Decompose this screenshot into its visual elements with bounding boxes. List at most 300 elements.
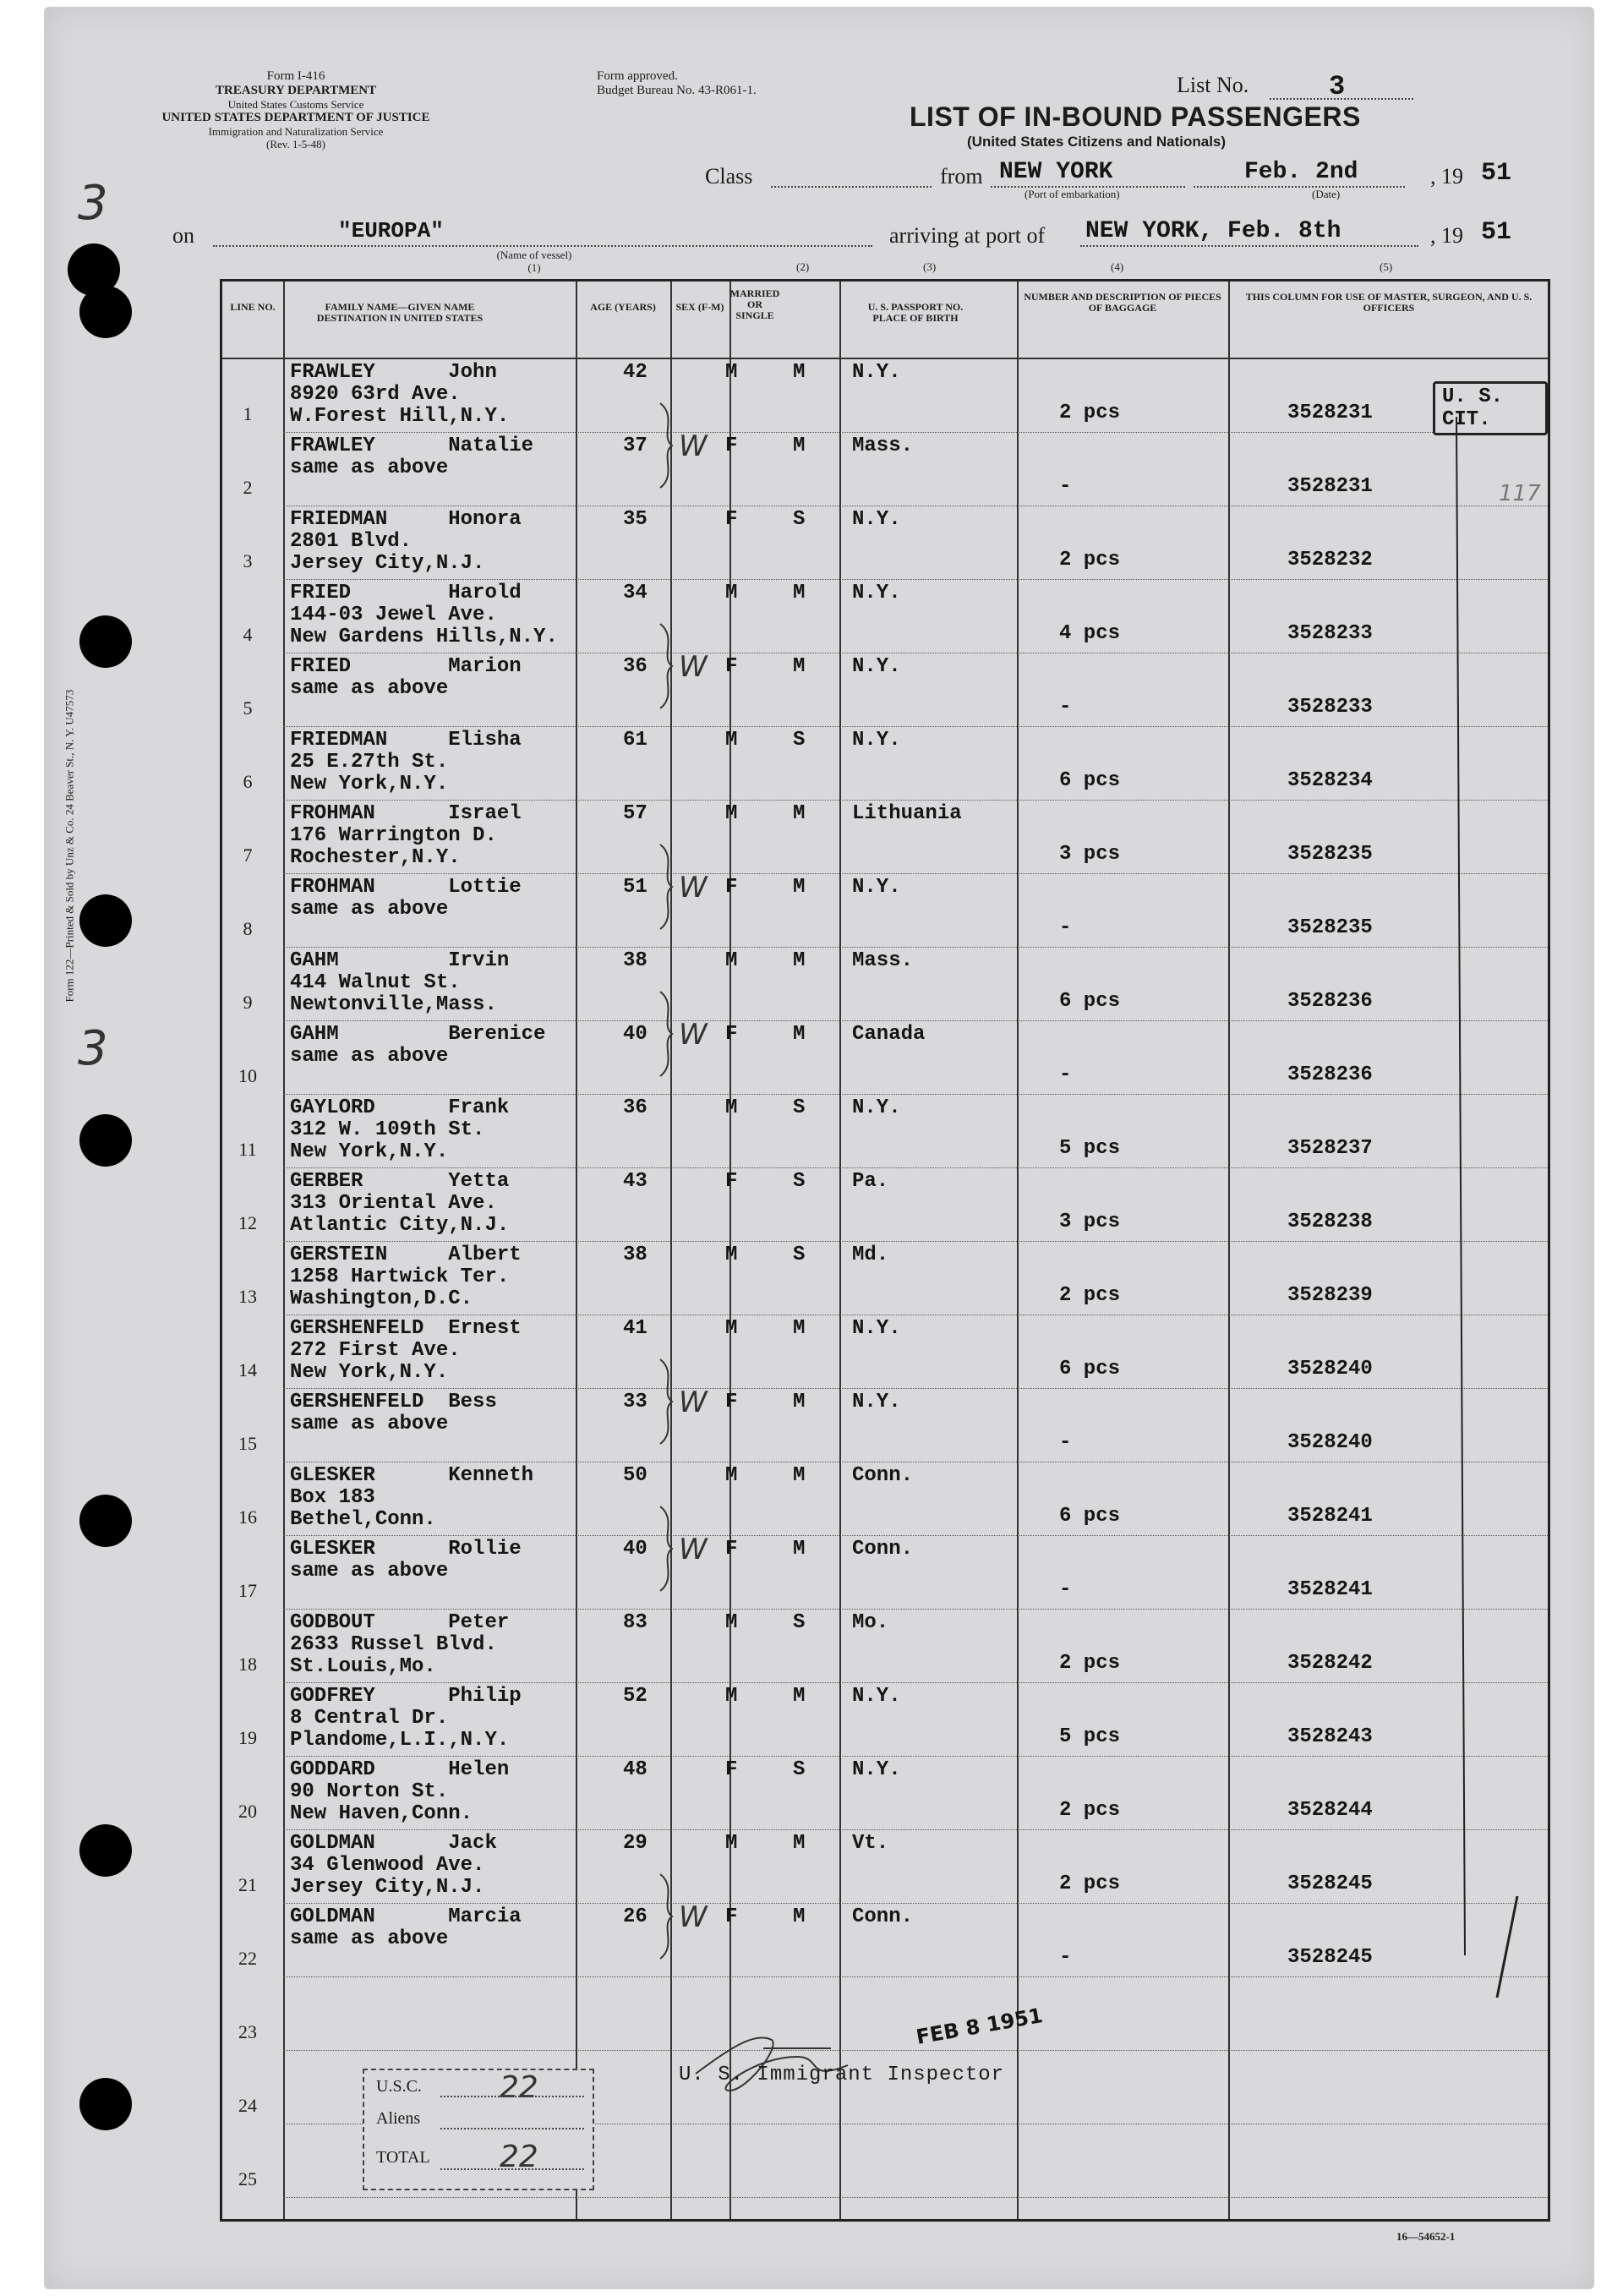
passport-number: 3528241 (1287, 1505, 1373, 1528)
address-line-1: 2633 Russel Blvd. (290, 1633, 497, 1656)
line-number: 17 (238, 1580, 257, 1601)
sex: M (725, 949, 738, 972)
passport-number: 3528242 (1287, 1652, 1373, 1675)
sex: M (725, 1096, 738, 1119)
sex: F (725, 1905, 738, 1928)
passport-number: 3528240 (1287, 1431, 1373, 1454)
form-block-left (144, 69, 448, 150)
marital-status: M (793, 655, 806, 678)
place-of-birth: N.Y. (852, 1685, 901, 1708)
age: 41 (623, 1317, 648, 1340)
address-line-2: New York,N.Y. (290, 773, 449, 795)
on-label: on (172, 223, 194, 248)
baggage: - (1059, 1431, 1072, 1454)
address-line-1: 313 Oriental Ave. (290, 1192, 497, 1215)
marital-status: S (793, 1170, 806, 1193)
line-number: 7 (243, 845, 253, 866)
address-line-2: St.Louis,Mo. (290, 1655, 436, 1678)
passport-number: 3528233 (1287, 696, 1373, 719)
sex: M (725, 1611, 738, 1634)
passport-number: 3528245 (1287, 1946, 1373, 1969)
passenger-name: FRAWLEY Natalie (290, 435, 534, 457)
line-number: 24 (238, 2095, 257, 2116)
age: 37 (623, 435, 648, 457)
wife-mark: W (679, 1533, 708, 1566)
line-number: 5 (243, 697, 253, 719)
binder-hole (79, 1114, 132, 1167)
table-row (222, 727, 1548, 801)
address-line-2: Washington,D.C. (290, 1287, 473, 1310)
passport-number: 3528231 (1287, 475, 1373, 498)
from-value: NEW YORK (999, 159, 1113, 185)
table-row (222, 359, 1548, 433)
inspector-date-stamp: FEB 8 1951 (914, 2004, 1045, 2049)
address-line-2: W.Forest Hill,N.Y. (290, 405, 510, 428)
passport-number: 3528238 (1287, 1211, 1373, 1233)
page-title: LIST OF IN-BOUND PASSENGERS (910, 101, 1361, 132)
place-of-birth: Lithuania (852, 802, 962, 825)
totals-box (363, 2069, 594, 2190)
address-line-1: 312 W. 109th St. (290, 1118, 485, 1141)
margin-mark-mid: 3 (78, 1021, 108, 1076)
table-row (222, 1242, 1548, 1315)
marital-status: M (793, 1023, 806, 1046)
age: 50 (623, 1464, 648, 1487)
passenger-name: GAYLORD Frank (290, 1096, 510, 1119)
us-cit-stamp-text: U. S. CIT. (1442, 385, 1504, 431)
line-number: 6 (243, 771, 253, 792)
list-no-label: List No. (1177, 73, 1249, 97)
table-row (222, 948, 1548, 1021)
line-number: 12 (238, 1212, 257, 1233)
marital-status: S (793, 729, 806, 752)
marital-status: M (793, 1905, 806, 1928)
table-row (222, 1683, 1548, 1757)
sex: M (725, 729, 738, 752)
line-number: 11 (238, 1139, 257, 1160)
place-of-birth: N.Y. (852, 1391, 901, 1413)
year-value: 51 (1481, 159, 1512, 188)
passenger-name: FRAWLEY John (290, 361, 497, 384)
sex: M (725, 802, 738, 825)
table-body (222, 359, 1548, 2219)
baggage: - (1059, 916, 1072, 939)
place-of-birth: N.Y. (852, 876, 901, 899)
usc-value: 22 (500, 2070, 538, 2105)
arriving-line (1080, 245, 1418, 247)
table-row (222, 1830, 1548, 1904)
table-row (222, 1757, 1548, 1830)
address-line-2: New Haven,Conn. (290, 1802, 473, 1825)
address-line-1: 8 Central Dr. (290, 1707, 449, 1730)
sex: F (725, 1170, 738, 1193)
age: 83 (623, 1611, 648, 1634)
sex: M (725, 1685, 738, 1708)
marital-status: M (793, 1538, 806, 1561)
age: 33 (623, 1391, 648, 1413)
treasury-dept: TREASURY DEPARTMENT (215, 84, 377, 97)
total-label: TOTAL (376, 2148, 430, 2167)
marital-status: M (793, 435, 806, 457)
side-printer-imprint: Form 122—Printed & Sold by Unz & Co. 24 Beaver St., N. Y. U47573 (63, 689, 76, 1003)
baggage: 6 pcs (1059, 769, 1121, 792)
baggage: - (1059, 475, 1072, 498)
table-row (222, 1095, 1548, 1168)
binder-hole (79, 1824, 132, 1877)
address-line-2: Jersey City,N.J. (290, 552, 485, 575)
form-approved-line: Form approved. (597, 69, 678, 83)
col-num-5: (5) (1380, 260, 1393, 273)
baggage: 5 pcs (1059, 1137, 1121, 1160)
passport-number: 3528235 (1287, 843, 1373, 866)
age: 29 (623, 1832, 648, 1855)
line-number: 3 (243, 550, 253, 571)
place-of-birth: N.Y. (852, 582, 901, 604)
marital-status: M (793, 582, 806, 604)
age: 36 (623, 1096, 648, 1119)
address-line-1: same as above (290, 1927, 449, 1950)
passport-number: 3528233 (1287, 622, 1373, 645)
vessel-line (213, 245, 872, 247)
binder-hole (79, 894, 132, 947)
passport-number: 3528235 (1287, 916, 1373, 939)
ins-service: Immigration and Naturalization Service (208, 125, 384, 138)
passenger-name: FRIED Harold (290, 582, 522, 604)
passenger-name: GERSHENFELD Ernest (290, 1317, 522, 1340)
line-number: 22 (238, 1948, 257, 1969)
passport-number: 3528245 (1287, 1872, 1373, 1895)
age: 40 (623, 1023, 648, 1046)
wife-mark: W (679, 1900, 708, 1934)
passenger-table (220, 279, 1550, 2222)
table-row (222, 874, 1548, 948)
sex: M (725, 1464, 738, 1487)
date-value: Feb. 2nd (1244, 159, 1358, 185)
address-line-1: 1258 Hartwick Ter. (290, 1266, 510, 1288)
address-line-1: 34 Glenwood Ave. (290, 1854, 485, 1877)
sex: M (725, 1832, 738, 1855)
age: 40 (623, 1538, 648, 1561)
place-of-birth: N.Y. (852, 655, 901, 678)
address-line-2: Rochester,N.Y. (290, 846, 461, 869)
address-line-1: 176 Warrington D. (290, 824, 497, 847)
line-number: 15 (238, 1433, 257, 1454)
place-of-birth: Mo. (852, 1611, 889, 1634)
marital-status: M (793, 876, 806, 899)
place-of-birth: Mass. (852, 949, 914, 972)
baggage: 2 pcs (1059, 1284, 1121, 1307)
arriving-year-prefix-text: 19 (1441, 223, 1463, 248)
col-header-officers: THIS COLUMN FOR USE OF MASTER, SURGEON, AND U. S. OFFICERS (1245, 291, 1533, 314)
table-row (222, 653, 1548, 727)
place-of-birth: N.Y. (852, 1096, 901, 1119)
address-line-1: same as above (290, 1560, 449, 1583)
marital-status: S (793, 1096, 806, 1119)
marital-status: M (793, 1832, 806, 1855)
col-header-passport: U. S. PASSPORT NO. PLACE OF BIRTH (867, 301, 964, 324)
line-number: 9 (243, 992, 253, 1013)
address-line-2: Atlantic City,N.J. (290, 1214, 510, 1237)
age: 52 (623, 1685, 648, 1708)
age: 48 (623, 1758, 648, 1781)
binder-hole (79, 615, 132, 668)
from-label: from (940, 164, 983, 189)
passenger-name: GERSHENFELD Bess (290, 1391, 497, 1413)
marital-status: S (793, 1758, 806, 1781)
passenger-name: GAHM Irvin (290, 949, 510, 972)
table-row (222, 1904, 1548, 1977)
baggage: - (1059, 696, 1072, 719)
baggage: 6 pcs (1059, 990, 1121, 1013)
line-number: 8 (243, 918, 253, 939)
address-line-2: Plandome,L.I.,N.Y. (290, 1729, 510, 1752)
line-number: 13 (238, 1286, 257, 1307)
passport-number: 3528239 (1287, 1284, 1373, 1307)
passport-number: 3528231 (1287, 402, 1373, 424)
col-header-married: MARRIED OR SINGLE (729, 287, 780, 321)
line-number: 20 (238, 1801, 257, 1822)
line-number: 4 (243, 624, 253, 645)
table-row (222, 1315, 1548, 1389)
baggage: 2 pcs (1059, 549, 1121, 571)
place-of-birth: Conn. (852, 1538, 914, 1561)
age: 57 (623, 802, 648, 825)
table-row (222, 1021, 1548, 1095)
margin-mark-top: 3 (78, 176, 108, 231)
arriving-year-prefix: , 19 (1430, 223, 1463, 248)
wife-mark: W (679, 1386, 708, 1419)
baggage: 4 pcs (1059, 622, 1121, 645)
footer-code: 16—54652-1 (1396, 2230, 1456, 2243)
class-label: Class (705, 164, 753, 189)
address-line-1: same as above (290, 1413, 449, 1435)
place-of-birth: N.Y. (852, 361, 901, 384)
address-line-2: New Gardens Hills,N.Y. (290, 626, 558, 648)
baggage: 3 pcs (1059, 843, 1121, 866)
address-line-2: Newtonville,Mass. (290, 993, 497, 1016)
table-row (222, 433, 1548, 506)
table-row (222, 1536, 1548, 1610)
address-line-2: Bethel,Conn. (290, 1508, 436, 1531)
vessel-caption-num: (1) (527, 261, 541, 274)
col-header-sex: SEX (F-M) (675, 301, 724, 313)
baggage: - (1059, 1946, 1072, 1969)
table-row (222, 1168, 1548, 1242)
age: 38 (623, 949, 648, 972)
pen-stroke-line (1440, 408, 1533, 2014)
baggage: - (1059, 1578, 1072, 1601)
line-number: 23 (238, 2021, 257, 2042)
sex: F (725, 1758, 738, 1781)
address-line-1: 144-03 Jewel Ave. (290, 604, 497, 626)
line-number: 1 (243, 403, 253, 424)
address-line-1: 25 E.27th St. (290, 751, 449, 774)
passenger-name: GODBOUT Peter (290, 1611, 510, 1634)
place-of-birth: Canada (852, 1023, 926, 1046)
address-line-1: same as above (290, 677, 449, 700)
passenger-name: FRIEDMAN Honora (290, 508, 522, 531)
class-line (771, 186, 932, 188)
passenger-name: GOLDMAN Jack (290, 1832, 497, 1855)
margin-annotation: 117 (1499, 481, 1541, 506)
passport-number: 3528232 (1287, 549, 1373, 571)
vessel-caption (467, 249, 602, 274)
marital-status: M (793, 1391, 806, 1413)
table-row (222, 506, 1548, 580)
passenger-name: FROHMAN Lottie (290, 876, 522, 899)
inspector-label: U. S. Immigrant Inspector (679, 2064, 1005, 2086)
place-of-birth: Vt. (852, 1832, 889, 1855)
passport-number: 3528241 (1287, 1578, 1373, 1601)
date-caption: (Date) (1312, 188, 1341, 200)
place-of-birth: N.Y. (852, 1317, 901, 1340)
line-number: 25 (238, 2168, 257, 2189)
sex: F (725, 1023, 738, 1046)
usc-label: U.S.C. (376, 2077, 422, 2096)
wife-mark: W (679, 429, 708, 463)
col-header-age: AGE (YEARS) (590, 301, 656, 313)
passenger-name: FRIED Marion (290, 655, 522, 678)
address-line-2: Jersey City,N.J. (290, 1876, 485, 1899)
aliens-label: Aliens (376, 2109, 421, 2128)
table-row (222, 801, 1548, 874)
age: 61 (623, 729, 648, 752)
place-of-birth: Pa. (852, 1170, 889, 1193)
address-line-2: New York,N.Y. (290, 1361, 449, 1384)
marital-status: S (793, 508, 806, 531)
address-line-1: same as above (290, 898, 449, 921)
document-page (44, 7, 1594, 2289)
marital-status: M (793, 802, 806, 825)
baggage: 2 pcs (1059, 402, 1121, 424)
marital-status: S (793, 1611, 806, 1634)
col-header-line-no: LINE NO. (230, 301, 276, 313)
form-approved (597, 69, 850, 98)
age: 43 (623, 1170, 648, 1193)
line-number: 2 (243, 477, 253, 498)
line-number: 18 (238, 1654, 257, 1675)
baggage: 2 pcs (1059, 1872, 1121, 1895)
customs-service: United States Customs Service (227, 98, 364, 111)
marital-status: M (793, 1464, 806, 1487)
age: 51 (623, 876, 648, 899)
usc-line (440, 2096, 584, 2097)
wife-mark: W (679, 871, 708, 905)
age: 34 (623, 582, 648, 604)
binder-hole (79, 1495, 132, 1547)
address-line-1: same as above (290, 456, 449, 479)
address-line-1: 8920 63rd Ave. (290, 383, 461, 406)
address-line-1: Box 183 (290, 1486, 375, 1509)
baggage: 3 pcs (1059, 1211, 1121, 1233)
line-number: 10 (238, 1065, 257, 1086)
list-no-value: 3 (1329, 71, 1346, 102)
marital-status: M (793, 1317, 806, 1340)
baggage: 6 pcs (1059, 1358, 1121, 1380)
baggage: 5 pcs (1059, 1725, 1121, 1748)
passenger-name: FRIEDMAN Elisha (290, 729, 522, 752)
aliens-line (440, 2128, 584, 2129)
row-rule (283, 2197, 1548, 2198)
marital-status: M (793, 949, 806, 972)
line-number: 14 (238, 1359, 257, 1380)
arriving-year-value: 51 (1481, 218, 1512, 247)
col-header-name: FAMILY NAME—GIVEN NAME DESTINATION IN UNITED STATES (316, 301, 484, 324)
marital-status: S (793, 1244, 806, 1266)
address-line-1: 414 Walnut St. (290, 971, 461, 994)
place-of-birth: N.Y. (852, 508, 901, 531)
vessel-value: "EUROPA" (338, 218, 444, 243)
passenger-name: GODDARD Helen (290, 1758, 510, 1781)
sex: M (725, 1317, 738, 1340)
place-of-birth: Md. (852, 1244, 889, 1266)
wife-mark: W (679, 1018, 708, 1052)
age: 38 (623, 1244, 648, 1266)
total-line (440, 2168, 584, 2170)
vessel-caption-text: (Name of vessel) (496, 249, 572, 261)
age: 42 (623, 361, 648, 384)
line-number: 21 (238, 1874, 257, 1895)
sex: F (725, 876, 738, 899)
baggage: - (1059, 1063, 1072, 1086)
passenger-name: GODFREY Philip (290, 1685, 522, 1708)
col-header-baggage: NUMBER AND DESCRIPTION OF PIECES OF BAGGAGE (1024, 291, 1221, 314)
sex: F (725, 655, 738, 678)
passenger-name: GLESKER Kenneth (290, 1464, 534, 1487)
binder-hole (79, 286, 132, 338)
address-line-1: same as above (290, 1045, 449, 1068)
passenger-name: GOLDMAN Marcia (290, 1905, 522, 1928)
sex: M (725, 361, 738, 384)
binder-hole (79, 2078, 132, 2130)
col-num-3: (3) (923, 260, 937, 273)
date-line (1194, 186, 1405, 188)
year-prefix: , 19 (1430, 164, 1463, 189)
place-of-birth: N.Y. (852, 1758, 901, 1781)
arriving-label: arriving at port of (889, 223, 1046, 248)
marital-status: M (793, 361, 806, 384)
table-row (222, 1389, 1548, 1462)
line-number: 16 (238, 1506, 257, 1528)
passport-number: 3528234 (1287, 769, 1373, 792)
sex: F (725, 435, 738, 457)
sex: F (725, 1538, 738, 1561)
place-of-birth: N.Y. (852, 729, 901, 752)
wife-mark: W (679, 650, 708, 684)
line-number: 19 (238, 1727, 257, 1748)
revision: (Rev. 1-5-48) (266, 138, 325, 150)
passport-number: 3528237 (1287, 1137, 1373, 1160)
sex: F (725, 1391, 738, 1413)
table-row (222, 580, 1548, 653)
sex: M (725, 582, 738, 604)
marital-status: M (793, 1685, 806, 1708)
year-prefix-text: 19 (1441, 164, 1463, 189)
address-line-1: 272 First Ave. (290, 1339, 461, 1362)
port-caption: (Port of embarkation) (1025, 188, 1120, 200)
baggage: 6 pcs (1059, 1505, 1121, 1528)
passenger-name: GLESKER Rollie (290, 1538, 522, 1561)
justice-dept: UNITED STATES DEPARTMENT OF JUSTICE (161, 111, 430, 124)
passenger-name: GERBER Yetta (290, 1170, 510, 1193)
passenger-name: FROHMAN Israel (290, 802, 522, 825)
table-row (222, 1462, 1548, 1536)
place-of-birth: Mass. (852, 435, 914, 457)
age: 26 (623, 1905, 648, 1928)
passport-number: 3528236 (1287, 990, 1373, 1013)
baggage: 2 pcs (1059, 1799, 1121, 1822)
address-line-2: New York,N.Y. (290, 1140, 449, 1163)
